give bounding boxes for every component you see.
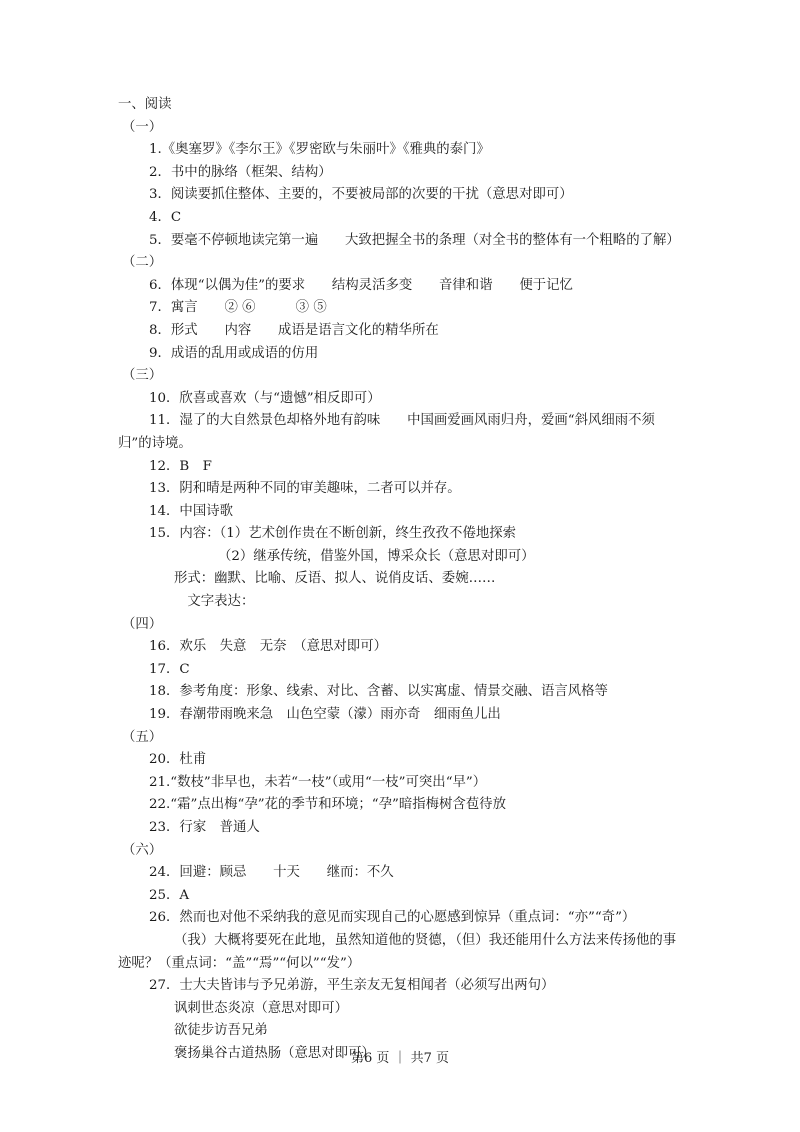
answer-line: 8．形式 内容 成语是语言文化的精华所在 [149, 322, 439, 338]
answer-line: 1.《奥塞罗》《李尔王》《罗密欧与朱丽叶》《雅典的泰门》 [149, 142, 490, 158]
answer-line: 13．阴和晴是两种不同的审美趣味，二者可以并存。 [149, 481, 461, 497]
answer-line: 11．湿了的大自然景色却格外地有韵味 中国画爱画风雨归舟，爱画“斜风细雨不须归”的诗境。 [118, 413, 655, 451]
answer-line: 25．A [149, 887, 190, 903]
answer-line: （我）大概将要死在此地，虽然知道他的贤德，（但）我还能用什么方法来传扬他的事迹呢？（重点词：“盖”“焉”“何以”“发”） [118, 932, 677, 971]
answer-line: 褒扬巢谷古道热肠（意思对即可） [174, 1045, 375, 1061]
answer-line: 6．体现“以偶为佳”的要求 结构灵活多变 音律和谐 便于记忆 [149, 277, 573, 293]
answer-line: 形式：幽默、比喻、反语、拟人、说俏皮话、委婉…… [174, 571, 496, 587]
answer-line: 2．书中的脉络（框架、结构） [149, 164, 332, 180]
answer-line: 文字表达： [174, 594, 255, 610]
section-label: （六） [122, 842, 163, 858]
section-label: （四） [122, 616, 163, 632]
answer-line: 9．成语的乱用或成语的仿用 [149, 345, 319, 361]
answer-line: 21.“数枝”非早也，未若“一枝”（或用“一枝”可突出“早”） [149, 774, 487, 790]
answer-line: 19．春潮带雨晚来急 山色空蒙（濛）雨亦奇 细雨鱼儿出 [149, 707, 501, 723]
answer-line: 7．寓言 ② ⑥ ③ ⑤ [149, 300, 327, 316]
answer-line: 12．B F [149, 458, 212, 474]
answer-line: 26．然而也对他不采纳我的意见而实现自己的心愿感到惊异（重点词：“亦”“奇”） [149, 910, 636, 926]
sections-container [118, 117, 688, 1066]
answer-line: 讽刺世态炎凉（意思对即可） [174, 1000, 349, 1016]
answer-line: 20．杜甫 [149, 752, 207, 768]
answer-line: 27．士大夫皆讳与予兄弟游，平生亲友无复相闻者（必须写出两句） [149, 978, 555, 994]
answer-line: 16．欢乐 失意 无奈 （意思对即可） [149, 639, 387, 655]
section-label: （五） [122, 729, 163, 745]
section-heading: 一、阅读 [118, 97, 172, 112]
answer-line: （2）继承传统，借鉴外国，博采众长（意思对即可） [218, 548, 535, 564]
section-label: （三） [122, 368, 163, 384]
answer-line: 5．要毫不停顿地读完第一遍 大致把握全书的条理（对全书的整体有一个粗略的了解） [149, 232, 680, 248]
section-label: （二） [122, 255, 163, 271]
answer-line: 4．C [149, 209, 182, 225]
answer-line: 3．阅读要抓住整体、主要的，不要被局部的次要的干扰（意思对即可） [149, 187, 573, 203]
answer-line: 24．回避：顾忌 十天 继而：不久 [149, 865, 394, 881]
section-label: （一） [122, 119, 163, 135]
answer-line: 17．C [149, 661, 190, 677]
answer-line: 10．欣喜或喜欢（与“遗憾”相反即可） [149, 390, 381, 406]
answer-content [118, 94, 688, 1066]
answer-line: 23．行家 普通人 [149, 820, 260, 835]
answer-line: 22.“霜”点出梅“孕”花的季节和环境；“孕”暗指梅树含苞待放 [149, 797, 506, 813]
answer-line: 14．中国诗歌 [149, 503, 233, 519]
answer-line: 18．参考角度：形象、线索、对比、含蓄、以实寓虚、情景交融、语言风格等 [149, 684, 608, 700]
answer-line: 15．内容：（1）艺术创作贵在不断创新，终生孜孜不倦地探索 [149, 526, 517, 542]
answer-line: 欲徒步访吾兄弟 [174, 1023, 268, 1039]
page-footer: 第6 页 ｜ 共7 页 [350, 1051, 450, 1066]
